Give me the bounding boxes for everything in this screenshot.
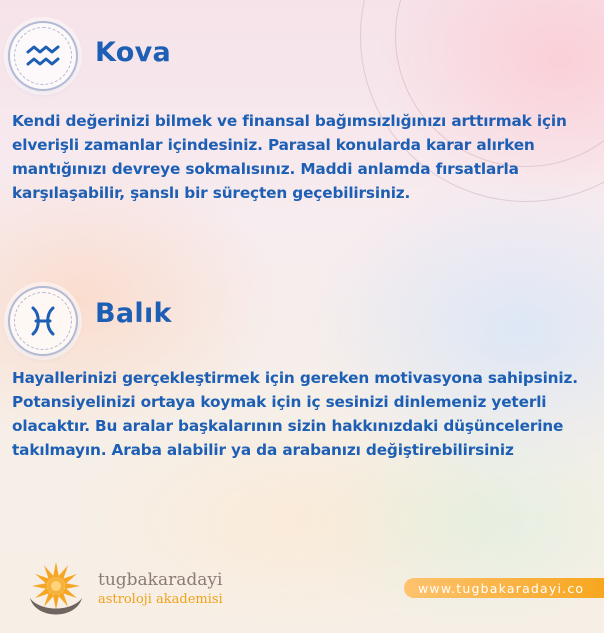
text-line: Kendi değerinizi bilmek ve finansal bağımsızlığınızı arttırmak için <box>12 112 567 130</box>
section-title-balik: Balık <box>95 298 172 329</box>
text-line: takılmayın. Araba alabilir ya da arabanızı değiştirebilirsiniz <box>12 441 514 459</box>
text-line: Potansiyelinizi ortaya koymak için iç sesinizi dinlemeniz yeterli <box>12 393 547 411</box>
section-text-balik <box>12 366 597 462</box>
text-line: olacaktır. Bu aralar başkalarının sizin hakkınızdaki düşüncelerine <box>12 417 564 435</box>
section-text-kova <box>12 109 597 205</box>
brand-name: tugbakaradayi <box>98 570 223 590</box>
website-url-bar[interactable] <box>404 578 604 598</box>
pisces-badge <box>8 286 78 356</box>
aquarius-icon <box>26 43 60 69</box>
website-url[interactable]: www.tugbakaradayi.co <box>418 580 585 596</box>
text-line: mantığınızı devreye sokmalısınız. Maddi anlamda fırsatlarla <box>12 160 519 178</box>
brand-subtitle: astroloji akademisi <box>98 592 223 607</box>
section-title-kova: Kova <box>95 37 172 68</box>
pisces-icon <box>27 305 59 337</box>
text-line: karşılaşabilir, şanslı bir süreçten geçebilirsiniz. <box>12 184 411 202</box>
text-line: Hayallerinizi gerçekleştirmek için gereken motivasyona sahipsiniz. <box>12 369 578 387</box>
aquarius-badge <box>8 21 78 91</box>
text-line: elverişli zamanlar içindesiniz. Parasal konularda karar alırken <box>12 136 535 154</box>
sun-moon-logo-icon <box>22 558 92 624</box>
